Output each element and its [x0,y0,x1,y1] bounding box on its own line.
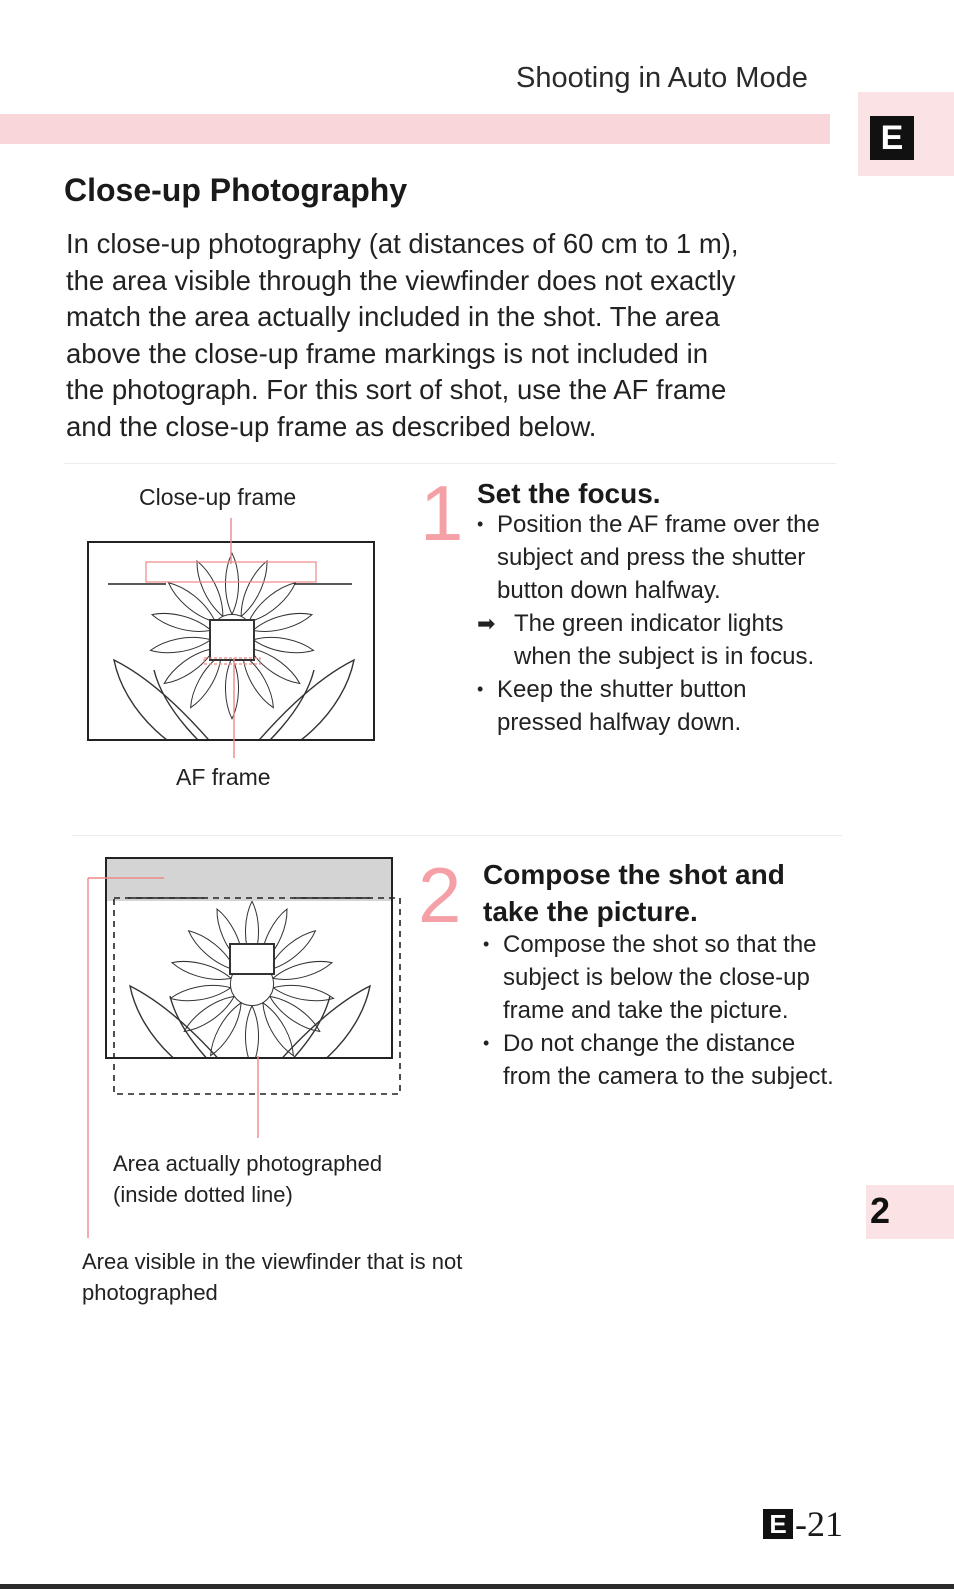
bullet-item: • Do not change the distance from the camera to the subject. [483,1027,843,1093]
bullet-item: • Compose the shot so that the subject is below the close-up frame and take the picture. [483,928,843,1027]
intro-line: the photograph. For this sort of shot, use the AF frame [66,374,727,405]
divider [72,835,842,836]
bullet-item: • Position the AF frame over the subject and press the shutter button down halfway. [477,508,837,607]
page-number [763,1503,843,1545]
page-bottom-edge [0,1584,954,1589]
running-header: Shooting in Auto Mode [516,62,808,94]
step-instructions [477,508,837,739]
section-title: Close-up Photography [64,172,408,208]
intro-line: above the close-up frame markings is not included in [66,337,709,369]
intro-line: and the close-up frame as described below. [66,410,597,442]
page-section-letter: E [763,1509,793,1539]
result-item: ➡ The green indicator lights when the subject is in focus. [477,607,837,673]
step-heading: Compose the shot and take the picture. [483,859,785,927]
area-not-photographed-label: Area visible in the viewfinder that is not photographed [82,1249,463,1305]
area-photographed-label: Area actually photographed (inside dotted line) [113,1151,383,1207]
intro-line: the area visible through the viewfinder does not exactly [66,264,736,296]
header-color-band [0,114,830,144]
step-instructions [483,928,843,1093]
section-tab-letter: E [870,116,914,160]
step-number: 1 [420,469,464,557]
arrow-right-icon: ➡ [477,611,496,636]
chapter-tab-number: 2 [870,1190,891,1231]
intro-line: match the area actually included in the shot. The area [66,301,720,332]
bullet-item: • Keep the shutter button pressed halfway down. [477,673,837,739]
step-number: 2 [418,851,462,939]
step-heading: Set the focus. [477,478,661,509]
intro-paragraph [66,226,836,445]
closeup-frame-label: Close-up frame [139,484,297,510]
viewfinder-diagram-step1 [84,508,384,758]
page-number-value: -21 [795,1504,843,1544]
divider [64,463,836,464]
intro-line: In close-up photography (at distances of 60 cm to 1 m), [66,228,739,259]
af-frame-label: AF frame [176,764,271,790]
